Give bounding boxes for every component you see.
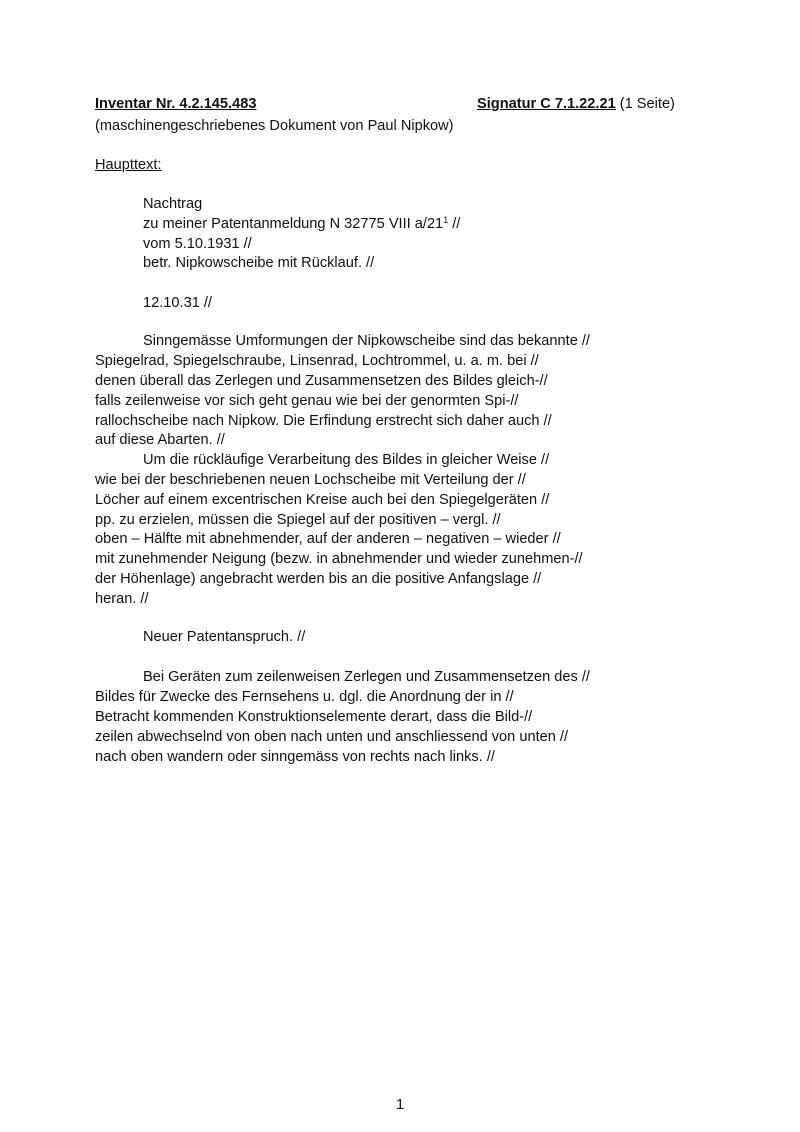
paragraph2-line: Um die rückläufige Verarbeitung des Bildes in gleicher Weise // (143, 452, 550, 468)
paragraph2-line: wie bei der beschriebenen neuen Lochscheibe mit Verteilung der // (95, 472, 526, 488)
addendum-title: Nachtrag (143, 196, 203, 212)
addendum-patent-text: zu meiner Patentanmeldung N 32775 VIII a/21 (143, 216, 444, 232)
addendum-patent-line (143, 214, 460, 234)
signature-block (477, 96, 675, 112)
footnote-marker: 1 (443, 215, 449, 225)
paragraph1-line: falls zeilenweise vor sich geht genau wie bei der genormten Spi-// (95, 393, 519, 409)
paragraph3-line: Bei Geräten zum zeilenweisen Zerlegen und Zusammensetzen des // (143, 669, 590, 685)
paragraph2-line: mit zunehmender Neigung (bezw. in abnehmender und wieder zunehmen-// (95, 551, 583, 567)
paragraph3-line: zeilen abwechselnd von oben nach unten und anschliessend von unten // (95, 729, 569, 745)
page-count: (1 Seite) (619, 96, 675, 112)
addendum-date-line: vom 5.10.1931 // (143, 236, 252, 252)
paragraph2-line: heran. // (95, 591, 149, 607)
paragraph1-line: Spiegelrad, Spiegelschraube, Linsenrad, Lochtrommel, u. a. m. bei // (95, 353, 539, 369)
paragraph1-line: denen überall das Zerlegen und Zusammensetzen des Bildes gleich-// (95, 373, 548, 389)
addendum-patent-end: // (448, 216, 461, 232)
signature-number: Signatur C 7.1.22.21 (477, 96, 616, 112)
claim-heading: Neuer Patentanspruch. // (143, 629, 306, 645)
paragraph2-line: oben – Hälfte mit abnehmender, auf der anderen – negativen – wieder // (95, 531, 561, 547)
document-date: 12.10.31 // (143, 295, 212, 311)
paragraph1-line: Sinngemässe Umformungen der Nipkowscheibe sind das bekannte // (143, 333, 590, 349)
paragraph1-line: auf diese Abarten. // (95, 432, 225, 448)
document-header (95, 96, 675, 116)
inventory-number: Inventar Nr. 4.2.145.483 (95, 96, 257, 112)
paragraph3-line: Bildes für Zwecke des Fernsehens u. dgl. die Anordnung der in // (95, 689, 514, 705)
paragraph3-line: Betracht kommenden Konstruktionselemente derart, dass die Bild-// (95, 709, 533, 725)
paragraph2-line: Löcher auf einem excentrischen Kreise auch bei den Spiegelgeräten // (95, 492, 550, 508)
paragraph2-line: der Höhenlage) angebracht werden bis an die positive Anfangslage // (95, 571, 542, 587)
paragraph1-line: rallochscheibe nach Nipkow. Die Erfindung erstrecht sich daher auch // (95, 413, 552, 429)
page-number: 1 (395, 1096, 405, 1113)
addendum-subject-line: betr. Nipkowscheibe mit Rücklauf. // (143, 255, 375, 271)
document-description: (maschinengeschriebenes Dokument von Paul Nipkow) (95, 118, 454, 134)
paragraph2-line: pp. zu erzielen, müssen die Spiegel auf der positiven – vergl. // (95, 512, 501, 528)
paragraph3-line: nach oben wandern oder sinngemäss von rechts nach links. // (95, 749, 495, 765)
haupttext-label: Haupttext: (95, 157, 162, 173)
